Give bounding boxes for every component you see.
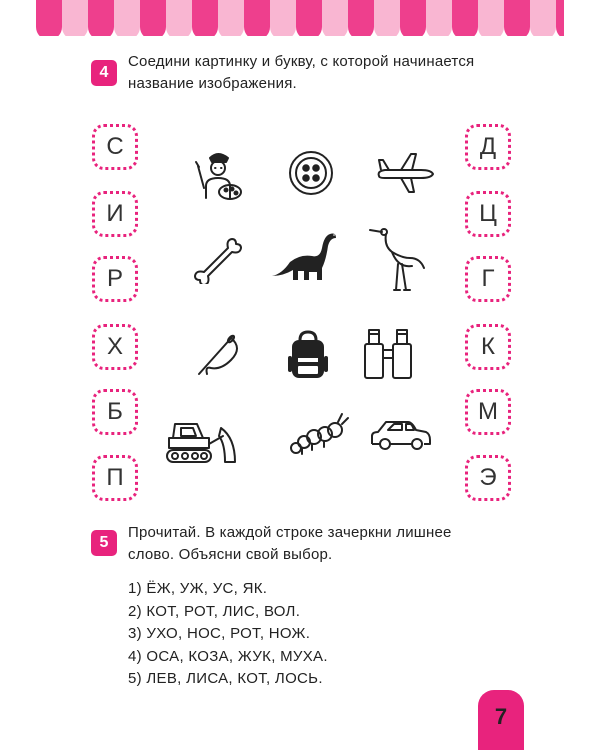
- letter-box-left-5[interactable]: Б: [92, 389, 138, 435]
- letter-box-left-6[interactable]: П: [92, 455, 138, 501]
- letter-box-right-4[interactable]: К: [465, 324, 511, 370]
- awning-stripe: [322, 0, 348, 36]
- caterpillar-icon[interactable]: [288, 412, 350, 458]
- word-line-4[interactable]: 4) ОСА, КОЗА, ЖУК, МУХА.: [128, 647, 328, 665]
- awning-stripe: [192, 0, 218, 36]
- letter-box-left-3[interactable]: Р: [92, 256, 138, 302]
- awning-stripe: [140, 0, 166, 36]
- airplane-icon[interactable]: [375, 150, 435, 196]
- task-4-instruction-line-1: Соедини картинку и букву, с которой начинается: [128, 53, 475, 70]
- letter-box-right-5[interactable]: М: [465, 389, 511, 435]
- page-number: 7: [494, 704, 508, 729]
- awning-stripe: [36, 0, 62, 36]
- task-5-instruction-line-2: слово. Объясни свой выбор.: [128, 546, 333, 563]
- letter-box-left-1[interactable]: С: [92, 124, 138, 170]
- letter-box-right-6[interactable]: Э: [465, 455, 511, 501]
- heron-icon[interactable]: [368, 224, 428, 294]
- decorative-awning: [36, 0, 564, 36]
- awning-stripe: [556, 0, 564, 36]
- letter-box-right-3[interactable]: Г: [465, 256, 511, 302]
- word-line-3[interactable]: 3) УХО, НОС, РОТ, НОЖ.: [128, 625, 311, 642]
- awning-stripe: [296, 0, 322, 36]
- task-5-instruction: [128, 522, 452, 566]
- word-line-1[interactable]: 1) ЁЖ, УЖ, УС, ЯК.: [128, 580, 268, 597]
- letter-box-left-4[interactable]: Х: [92, 324, 138, 370]
- awning-stripe: [530, 0, 556, 36]
- bulldozer-icon[interactable]: [163, 418, 245, 468]
- awning-stripe: [114, 0, 140, 36]
- binoculars-icon[interactable]: [361, 326, 415, 382]
- letter-box-right-1[interactable]: Д: [465, 124, 511, 170]
- awning-stripe: [400, 0, 426, 36]
- page-number-tab: [478, 690, 524, 750]
- awning-stripe: [504, 0, 530, 36]
- word-list: [128, 578, 328, 691]
- task-4-instruction: [128, 51, 474, 95]
- word-line-2[interactable]: 2) КОТ, РОТ, ЛИС, ВОЛ.: [128, 602, 301, 620]
- word-line-5[interactable]: 5) ЛЕВ, ЛИСА, КОТ, ЛОСЬ.: [128, 670, 323, 687]
- awning-stripe: [62, 0, 88, 36]
- bone-icon[interactable]: [190, 234, 246, 284]
- task-5-number-badge: 5: [91, 530, 117, 556]
- awning-stripe: [374, 0, 400, 36]
- task-4-number-badge: 4: [91, 60, 117, 86]
- task-4-instruction-line-2: название изображения.: [128, 75, 297, 92]
- awning-stripe: [270, 0, 296, 36]
- button-icon[interactable]: [286, 148, 336, 198]
- awning-stripe: [478, 0, 504, 36]
- awning-stripe: [88, 0, 114, 36]
- artist-icon[interactable]: [190, 148, 246, 204]
- letter-box-left-2[interactable]: И: [92, 191, 138, 237]
- backpack-icon[interactable]: [286, 330, 330, 380]
- task-5-instruction-line-1: Прочитай. В каждой строке зачеркни лишнее: [128, 524, 452, 541]
- awning-stripe: [218, 0, 244, 36]
- car-icon[interactable]: [368, 416, 432, 456]
- dinosaur-icon[interactable]: [270, 232, 340, 288]
- awning-stripe: [166, 0, 192, 36]
- awning-stripe: [244, 0, 270, 36]
- letter-box-right-2[interactable]: Ц: [465, 191, 511, 237]
- needle-icon[interactable]: [193, 330, 243, 380]
- awning-stripe: [452, 0, 478, 36]
- awning-stripe: [348, 0, 374, 36]
- awning-stripe: [426, 0, 452, 36]
